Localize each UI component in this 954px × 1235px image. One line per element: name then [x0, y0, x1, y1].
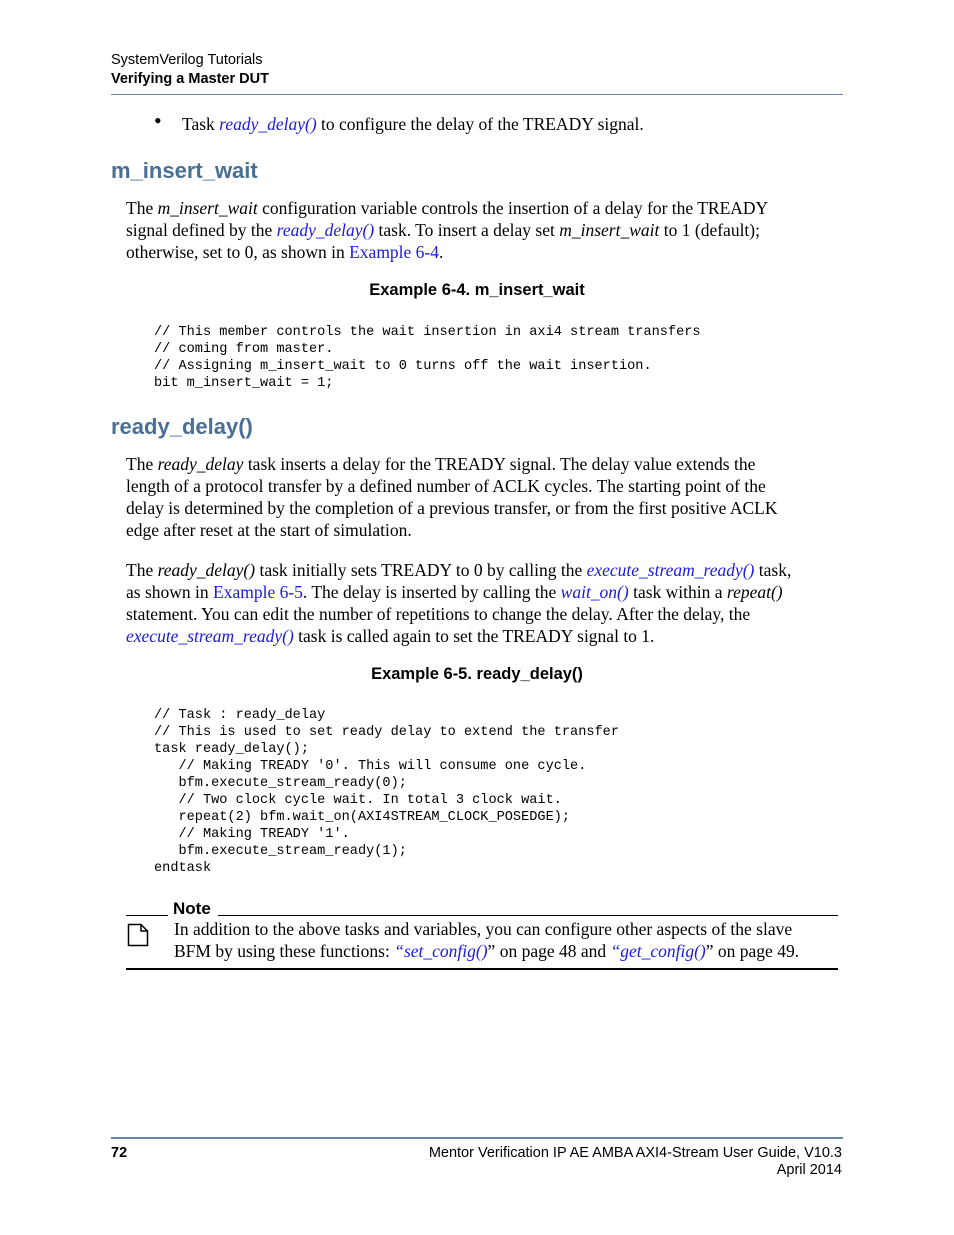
- ready-delay-link[interactable]: ready_delay(): [219, 114, 317, 134]
- execute-stream-ready-link[interactable]: execute_stream_ready(): [586, 560, 755, 580]
- note-top-rule-right: [218, 915, 838, 916]
- document-title: Mentor Verification IP AE AMBA AXI4-Stream User Guide, V10.3: [428, 1145, 842, 1161]
- bullet-item: Task ready_delay() to configure the delay of the TREADY signal.: [182, 114, 644, 134]
- note-page-icon: [127, 923, 149, 947]
- heading-m-insert-wait: m_insert_wait: [111, 158, 258, 183]
- example-6-5-link[interactable]: Example 6-5: [213, 582, 303, 602]
- page-number: 72: [111, 1145, 128, 1161]
- note-text: In addition to the above tasks and variables, you can configure other aspects of the slave BFM by using these functions: “set_config()” on page 48 and “get_config()” on page 49.: [174, 919, 800, 961]
- example-6-4-code: // This member controls the wait insertion in axi4 stream transfers // coming from master. // Assigning m_insert_wait to 0 turns off the wait insertion. bit m_insert_wait = 1;: [154, 325, 701, 391]
- m-insert-wait-paragraph: The m_insert_wait configuration variable controls the insertion of a delay for the TREADY signal defined by the ready_delay() task. To insert a delay set m_insert_wait to 1 (default); otherwise, set to 0, as shown in Example 6-4.: [126, 198, 769, 262]
- wait-on-link[interactable]: wait_on(): [560, 582, 629, 602]
- running-header-section: SystemVerilog Tutorials: [111, 52, 263, 68]
- ready-delay-paragraph-2: The ready_delay() task initially sets TREADY to 0 by calling the execute_stream_ready() task, as shown in Example 6-5. The delay is inserted by calling the wait_on() task within a repeat() statement. You can edit the number of repetitions to change the delay. After the delay, the execute_stream_ready() task is called again to set the TREADY signal to 1.: [126, 560, 792, 646]
- document-date: April 2014: [776, 1162, 842, 1178]
- footer-rule: [111, 1137, 843, 1139]
- note-bottom-rule: [126, 968, 838, 970]
- example-6-4-caption: Example 6-4. m_insert_wait: [369, 281, 585, 299]
- running-header-subsection: Verifying a Master DUT: [111, 71, 269, 87]
- execute-stream-ready-link[interactable]: execute_stream_ready(): [126, 626, 294, 646]
- example-6-4-link[interactable]: Example 6-4: [349, 242, 440, 262]
- ready-delay-paragraph-1: The ready_delay task inserts a delay for the TREADY signal. The delay value extends the length of a protocol transfer by a defined number of ACLK cycles. The starting point of the delay is determined by the completion of a previous transfer, or from the first positive ACLK edge after reset at the start of simulation.: [126, 454, 778, 540]
- example-6-5-caption: Example 6-5. ready_delay(): [371, 665, 583, 683]
- ready-delay-link[interactable]: ready_delay(): [276, 220, 375, 240]
- heading-ready-delay: ready_delay(): [111, 414, 253, 439]
- example-6-5-code: // Task : ready_delay // This is used to set ready delay to extend the transfer task ready_delay(); // Making TREADY '0'. This will consume one cycle. bfm.execute_stream_ready(0); // Two clock cycle wait. In total 3 clock wait. repeat(2) bfm.wait_on(AXI4STREAM_CLOCK_POSEDGE); // Making TREADY '1'. bfm.execute_stream_ready(1); endtask: [154, 708, 619, 876]
- bullet-icon: •: [154, 108, 162, 133]
- set-config-link[interactable]: “set_config(): [394, 941, 488, 961]
- header-rule: [111, 94, 843, 95]
- note-top-rule-left: [126, 915, 168, 916]
- note-label: Note: [173, 899, 211, 918]
- get-config-link[interactable]: “get_config(): [610, 941, 706, 961]
